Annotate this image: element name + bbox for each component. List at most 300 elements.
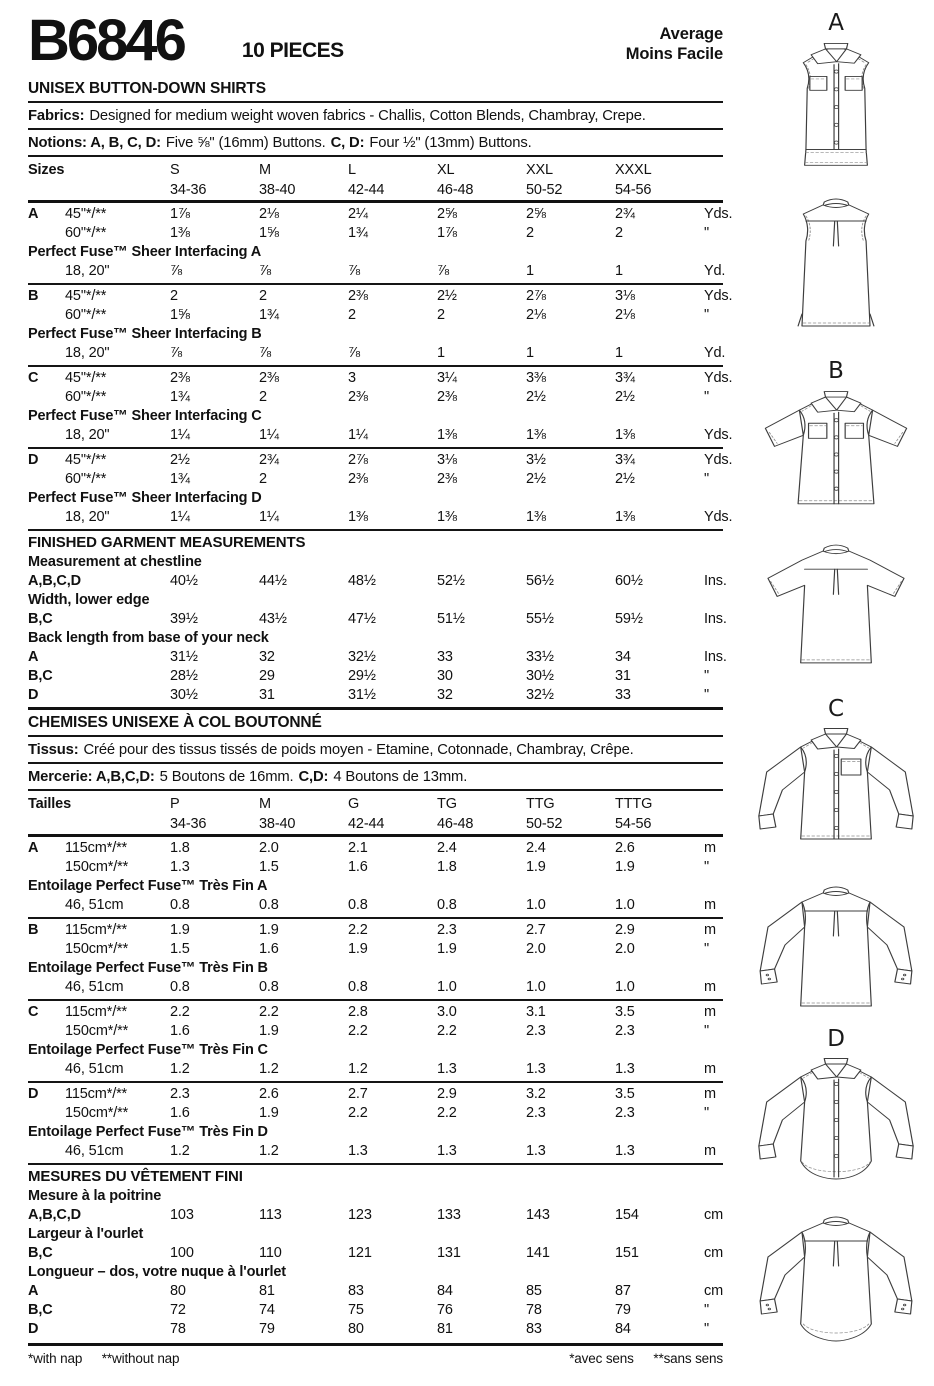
unit-cell: m	[704, 1004, 716, 1020]
yardage-value: ⅞	[259, 345, 271, 361]
size-column-header: XL	[437, 162, 455, 178]
footnotes	[28, 1343, 723, 1366]
yardage-value: 34	[615, 649, 631, 665]
yardage-value: 2.1	[348, 840, 368, 856]
size-range-header: 42-44	[348, 182, 385, 198]
yardage-value: 2½	[170, 452, 190, 468]
yardage-value: 2	[259, 288, 267, 304]
yardage-value: 1.6	[348, 859, 368, 875]
row-view-letter	[28, 896, 65, 915]
row-views-label: A	[28, 649, 39, 665]
sizes-label: Tailles	[28, 796, 72, 812]
table-row	[28, 1320, 723, 1339]
row-view-letter	[28, 978, 65, 997]
yardage-value: 29	[259, 668, 275, 684]
unit-cell: Yds.	[704, 509, 733, 525]
yardage-value: 2.7	[526, 922, 546, 938]
table-row	[28, 224, 723, 243]
yardage-value: 78	[170, 1321, 186, 1337]
finished-heading-english: FINISHED GARMENT MEASUREMENTS	[28, 534, 306, 551]
notions-text-1: Five ⅝" (16mm) Buttons.	[165, 135, 326, 151]
yardage-value: 2⅛	[526, 307, 546, 323]
row-view-letter	[28, 940, 65, 959]
unit-cell: cm	[704, 1245, 724, 1261]
table-row	[28, 1142, 723, 1161]
yardage-value: 1.5	[259, 859, 279, 875]
yardage-value: 3½	[526, 452, 546, 468]
footnotes-french	[569, 1351, 723, 1366]
yardage-value: 2.2	[437, 1105, 457, 1121]
size-column-header: M	[259, 796, 271, 812]
yardage-value: 1⅜	[526, 509, 546, 525]
unit-cell: m	[704, 840, 716, 856]
yardage-value: 1.3	[437, 1143, 457, 1159]
yardage-value: 1.2	[259, 1143, 279, 1159]
view-a-label: A	[828, 10, 844, 36]
row-views-label: B,C	[28, 668, 53, 684]
section-divider	[28, 917, 723, 919]
table-row	[28, 940, 723, 959]
sizes-label-spacer	[28, 180, 170, 200]
yardage-value: 1¼	[170, 427, 190, 443]
yardage-value: 1.3	[348, 1143, 368, 1159]
row-width-spec: 115cm*/**	[65, 1004, 128, 1020]
row-views-label: B,C	[28, 611, 53, 627]
row-group-label: Perfect Fuse™ Sheer Interfacing D	[28, 490, 262, 506]
yardage-value: 0.8	[170, 897, 190, 913]
yardage-value: 2.6	[615, 840, 635, 856]
yardage-value: 39½	[170, 611, 198, 627]
yardage-value: 1.3	[170, 859, 190, 875]
tissus-label: Tissus:	[28, 742, 79, 758]
yardage-value: ⅞	[348, 263, 360, 279]
yardage-value: 2⅝	[437, 206, 457, 222]
size-letters-row	[28, 794, 723, 814]
unit-cell: m	[704, 1143, 716, 1159]
yardage-value: 2⅜	[437, 389, 457, 405]
size-range-header: 34-36	[170, 182, 207, 198]
footnote-with-nap: *with nap	[28, 1351, 83, 1366]
yardage-value: 121	[348, 1245, 372, 1261]
table-row	[28, 667, 723, 686]
yardage-value: 123	[348, 1207, 372, 1223]
row-width-spec: 150cm*/**	[65, 1023, 129, 1039]
yardage-value: 3⅛	[615, 288, 635, 304]
yardage-value: 33	[615, 687, 631, 703]
unit-cell: "	[704, 1105, 709, 1121]
yardage-value: 2.3	[437, 922, 457, 938]
yardage-value: 84	[437, 1283, 453, 1299]
yardage-value: 28½	[170, 668, 198, 684]
illustrations-column	[745, 0, 927, 1386]
yardage-value: 30½	[170, 687, 198, 703]
yardage-value: 0.8	[348, 979, 368, 995]
row-width-spec: 115cm*/**	[65, 840, 128, 856]
unit-cell: Yds.	[704, 452, 733, 468]
yardage-table-french	[28, 839, 723, 1165]
main-column	[28, 8, 733, 1366]
yardage-value: 2.2	[348, 922, 368, 938]
yardage-value: 43½	[259, 611, 287, 627]
row-group-label: Back length from base of your neck	[28, 630, 269, 646]
view-c-illustrations	[745, 696, 927, 1028]
yardage-value: 3.5	[615, 1086, 635, 1102]
shirt-b-front-illustration	[751, 387, 921, 533]
yardage-value: 2.0	[259, 840, 279, 856]
yardage-value: 2.6	[259, 1086, 279, 1102]
yardage-value: 1	[437, 345, 445, 361]
yardage-value: 31	[615, 668, 631, 684]
footnote-without-nap: **without nap	[101, 1351, 180, 1366]
view-c-label: C	[828, 696, 844, 722]
yardage-value: 40½	[170, 573, 198, 589]
row-views-label: A,B,C,D	[28, 573, 81, 589]
table-row	[28, 1085, 723, 1104]
yardage-value: 1.2	[170, 1143, 190, 1159]
row-width-spec: 45"*/**	[65, 206, 107, 222]
unit-cell: "	[704, 687, 709, 703]
yardage-value: 72	[170, 1302, 186, 1318]
yardage-value: 48½	[348, 573, 376, 589]
fabrics-label: Fabrics:	[28, 108, 85, 124]
unit-cell: Yds.	[704, 288, 733, 304]
unit-cell: "	[704, 307, 709, 323]
yardage-value: 1.5	[170, 941, 190, 957]
row-view-letter: B	[28, 922, 39, 938]
section-divider	[28, 365, 723, 367]
size-column-header: L	[348, 162, 356, 178]
row-group-label: Perfect Fuse™ Sheer Interfacing B	[28, 326, 262, 342]
yardage-value: 1.6	[170, 1023, 190, 1039]
row-width-spec: 60"*/**	[65, 307, 107, 323]
shirt-a-back-illustration	[751, 190, 921, 340]
yardage-value: 76	[437, 1302, 453, 1318]
row-view-letter: B	[28, 288, 39, 304]
shirt-c-back-illustration	[751, 878, 921, 1028]
row-group-label: Width, lower edge	[28, 592, 150, 608]
table-row	[28, 1301, 723, 1320]
yardage-value: 1.9	[615, 859, 635, 875]
yardage-value: 52½	[437, 573, 465, 589]
yardage-value: 85	[526, 1283, 542, 1299]
size-column-header: M	[259, 162, 271, 178]
row-width-spec: 45"*/**	[65, 288, 107, 304]
yardage-value: 31½	[348, 687, 376, 703]
yardage-value: 2⅜	[348, 471, 368, 487]
yardage-value: 110	[259, 1245, 282, 1261]
row-view-letter	[28, 858, 65, 877]
yardage-value: 2½	[526, 389, 546, 405]
view-b-label: B	[828, 358, 844, 384]
table-row	[28, 1244, 723, 1263]
unit-cell: m	[704, 979, 716, 995]
yardage-value: 74	[259, 1302, 275, 1318]
row-views-label: B,C	[28, 1245, 53, 1261]
unit-cell: Yd.	[704, 263, 726, 279]
size-range-header: 54-56	[615, 816, 652, 832]
yardage-value: 1.9	[526, 859, 546, 875]
yardage-value: 2.3	[526, 1023, 546, 1039]
row-width-spec: 46, 51cm	[65, 1143, 124, 1159]
yardage-value: 2⅛	[259, 206, 279, 222]
yardage-value: 1.2	[259, 1061, 279, 1077]
yardage-value: 83	[348, 1283, 364, 1299]
row-width-spec: 18, 20"	[65, 345, 110, 361]
row-width-spec: 45"*/**	[65, 370, 107, 386]
yardage-value: 2⅛	[615, 307, 635, 323]
yardage-value: 1.0	[437, 979, 457, 995]
row-view-letter: C	[28, 370, 39, 386]
yardage-value: 81	[437, 1321, 453, 1337]
yardage-value: 1⅜	[437, 509, 457, 525]
unit-cell: Yds.	[704, 370, 733, 386]
yardage-value: 32	[437, 687, 453, 703]
sizes-label-spacer	[28, 814, 170, 834]
yardage-value: 2¾	[259, 452, 279, 468]
yardage-value: 2¾	[615, 206, 635, 222]
yardage-value: 131	[437, 1245, 461, 1261]
size-header-french	[28, 791, 723, 837]
yardage-value: 1¼	[348, 427, 368, 443]
yardage-value: 133	[437, 1207, 461, 1223]
size-range-header: 34-36	[170, 816, 207, 832]
row-width-spec: 18, 20"	[65, 509, 110, 525]
row-view-letter: A	[28, 840, 39, 856]
finished-heading-french: MESURES DU VÊTEMENT FINI	[28, 1168, 243, 1185]
yardage-value: 2.9	[615, 922, 635, 938]
row-width-spec: 60"*/**	[65, 389, 107, 405]
table-row	[28, 648, 727, 667]
table-row	[28, 426, 733, 445]
difficulty-english: Average	[659, 25, 723, 43]
yardage-value: 103	[170, 1207, 194, 1223]
yardage-value: 2½	[615, 389, 635, 405]
header	[28, 8, 723, 73]
row-views-label: A	[28, 1283, 39, 1299]
unit-cell: Yds.	[704, 427, 733, 443]
size-range-header: 54-56	[615, 182, 652, 198]
yardage-value: 113	[259, 1207, 282, 1223]
yardage-value: 2.3	[615, 1105, 635, 1121]
yardage-value: 0.8	[348, 897, 368, 913]
row-view-letter: D	[28, 452, 39, 468]
pieces-count: 10 PIECES	[241, 39, 344, 62]
table-row	[28, 1003, 723, 1022]
yardage-value: 2.9	[437, 1086, 457, 1102]
yardage-value: 30	[437, 668, 453, 684]
yardage-value: 2.0	[615, 941, 635, 957]
table-row	[28, 1060, 723, 1079]
yardage-value: 1.6	[170, 1105, 190, 1121]
yardage-value: 2.2	[437, 1023, 457, 1039]
yardage-value: 2⅜	[348, 288, 368, 304]
yardage-value: 1.0	[526, 979, 546, 995]
row-view-letter: A	[28, 206, 39, 222]
section-divider	[28, 707, 723, 710]
unit-cell: m	[704, 1061, 716, 1077]
view-d-illustrations	[745, 1026, 927, 1358]
row-views-label: D	[28, 1321, 39, 1337]
shirt-d-back-illustration	[751, 1208, 921, 1358]
yardage-value: 1⅜	[437, 427, 457, 443]
row-width-spec: 60"*/**	[65, 471, 107, 487]
yardage-value: 143	[526, 1207, 550, 1223]
unit-cell: "	[704, 1302, 709, 1318]
yardage-value: 1⅞	[170, 206, 190, 222]
row-group-label: Entoilage Perfect Fuse™ Très Fin C	[28, 1042, 268, 1058]
yardage-value: 1¾	[170, 389, 190, 405]
shirt-c-front-illustration	[751, 725, 921, 875]
mercerie-line	[28, 764, 723, 791]
yardage-value: 32½	[526, 687, 554, 703]
yardage-value: 2.4	[526, 840, 546, 856]
row-view-letter	[28, 306, 65, 325]
table-row	[28, 896, 723, 915]
yardage-value: 2	[259, 389, 267, 405]
row-views-label: B,C	[28, 1302, 53, 1318]
yardage-value: 1.9	[259, 1105, 279, 1121]
difficulty-french: Moins Facile	[625, 45, 723, 63]
row-group-label: Entoilage Perfect Fuse™ Très Fin D	[28, 1124, 268, 1140]
shirt-b-back-illustration	[751, 536, 921, 682]
yardage-value: 0.8	[259, 979, 279, 995]
yardage-value: 3	[348, 370, 356, 386]
section-divider	[28, 1163, 723, 1165]
yardage-value: 1¼	[170, 509, 190, 525]
yardage-value: 2⅜	[348, 389, 368, 405]
yardage-value: 55½	[526, 611, 554, 627]
yardage-value: 56½	[526, 573, 554, 589]
shirt-d-front-illustration	[751, 1055, 921, 1205]
unit-cell: Ins.	[704, 611, 727, 627]
yardage-value: 1⅜	[348, 509, 368, 525]
section-divider	[28, 1081, 723, 1083]
size-range-header: 38-40	[259, 182, 296, 198]
yardage-value: 75	[348, 1302, 364, 1318]
row-group-label: Entoilage Perfect Fuse™ Très Fin B	[28, 960, 268, 976]
unit-cell: "	[704, 389, 709, 405]
yardage-value: 2.2	[259, 1004, 279, 1020]
yardage-value: 1	[615, 263, 623, 279]
row-views-label: A,B,C,D	[28, 1207, 81, 1223]
yardage-value: 2	[437, 307, 445, 323]
row-view-letter	[28, 426, 65, 445]
yardage-value: 2.3	[615, 1023, 635, 1039]
unit-cell: "	[704, 225, 709, 241]
yardage-value: 60½	[615, 573, 643, 589]
yardage-value: 1.9	[259, 922, 279, 938]
table-row	[28, 1104, 723, 1123]
table-row	[28, 610, 727, 629]
view-b-illustrations	[745, 358, 927, 682]
table-row	[28, 262, 726, 281]
yardage-value: 2	[526, 225, 534, 241]
yardage-value: 3.0	[437, 1004, 457, 1020]
unit-cell: m	[704, 1086, 716, 1102]
size-column-header: S	[170, 162, 180, 178]
yardage-value: 51½	[437, 611, 465, 627]
yardage-value: 2½	[526, 471, 546, 487]
yardage-value: 3¼	[437, 370, 457, 386]
size-range-header: 50-52	[526, 182, 563, 198]
yardage-value: 79	[259, 1321, 275, 1337]
difficulty-rating	[626, 24, 723, 68]
notions-text-2: Four ½" (13mm) Buttons.	[369, 135, 532, 151]
yardage-value: 1¼	[259, 427, 279, 443]
unit-cell: Yds.	[704, 206, 733, 222]
yardage-value: 2	[170, 288, 178, 304]
yardage-value: ⅞	[170, 263, 182, 279]
yardage-value: 1.3	[615, 1061, 635, 1077]
size-column-header: XXXL	[615, 162, 652, 178]
mercerie-text-2: 4 Boutons de 13mm.	[333, 769, 468, 785]
fabrics-text: Designed for medium weight woven fabrics - Challis, Cotton Blends, Chambray, Crepe.	[89, 108, 646, 124]
table-row	[28, 451, 733, 470]
pattern-number: B6846	[28, 8, 184, 73]
table-row	[28, 508, 733, 527]
yardage-value: 80	[348, 1321, 364, 1337]
size-range-header: 46-48	[437, 816, 474, 832]
unit-cell	[704, 794, 723, 814]
row-width-spec: 150cm*/**	[65, 859, 129, 875]
yardage-value: 1.9	[348, 941, 368, 957]
table-row	[28, 572, 727, 591]
footnote-sans-sens: **sans sens	[653, 1351, 723, 1366]
yardage-value: 31	[259, 687, 275, 703]
yardage-value: 1.2	[348, 1061, 368, 1077]
size-column-header: TG	[437, 796, 457, 812]
section-divider	[28, 447, 723, 449]
row-group-label: Entoilage Perfect Fuse™ Très Fin A	[28, 878, 268, 894]
yardage-value: 83	[526, 1321, 542, 1337]
unit-cell: Ins.	[704, 573, 727, 589]
footnotes-english	[28, 1351, 179, 1366]
row-view-letter: C	[28, 1004, 39, 1020]
yardage-value: 3⅜	[526, 370, 546, 386]
yardage-value: 87	[615, 1283, 631, 1299]
row-view-letter	[28, 1104, 65, 1123]
unit-cell: Ins.	[704, 649, 727, 665]
yardage-value: 1.3	[526, 1061, 546, 1077]
tissus-text: Créé pour des tissus tissés de poids moyen - Etamine, Cotonnade, Chambray, Crêpe.	[83, 742, 634, 758]
unit-cell: "	[704, 859, 709, 875]
unit-cell: "	[704, 668, 709, 684]
view-d-label: D	[827, 1026, 845, 1052]
section-divider	[28, 283, 723, 285]
table-row	[28, 858, 723, 877]
yardage-value: 2½	[437, 288, 457, 304]
row-view-letter	[28, 1060, 65, 1079]
yardage-value: 1.8	[170, 840, 190, 856]
row-view-letter	[28, 508, 65, 527]
yardage-value: 3⅛	[437, 452, 457, 468]
row-group-label: Longueur – dos, votre nuque à l'ourlet	[28, 1264, 286, 1280]
section-divider	[28, 529, 723, 531]
size-ranges-row	[28, 814, 723, 834]
row-view-letter	[28, 388, 65, 407]
yardage-value: 78	[526, 1302, 542, 1318]
yardage-value: 1¾	[259, 307, 279, 323]
row-group-label: Measurement at chestline	[28, 554, 202, 570]
notions-label-2: C, D:	[330, 135, 365, 151]
yardage-value: 2.2	[348, 1023, 368, 1039]
yardage-value: 1⅜	[170, 225, 190, 241]
finished-table-english	[28, 553, 727, 705]
table-row	[28, 839, 723, 858]
row-view-letter: D	[28, 1086, 39, 1102]
notions-line	[28, 130, 723, 157]
yardage-value: 3.1	[526, 1004, 546, 1020]
